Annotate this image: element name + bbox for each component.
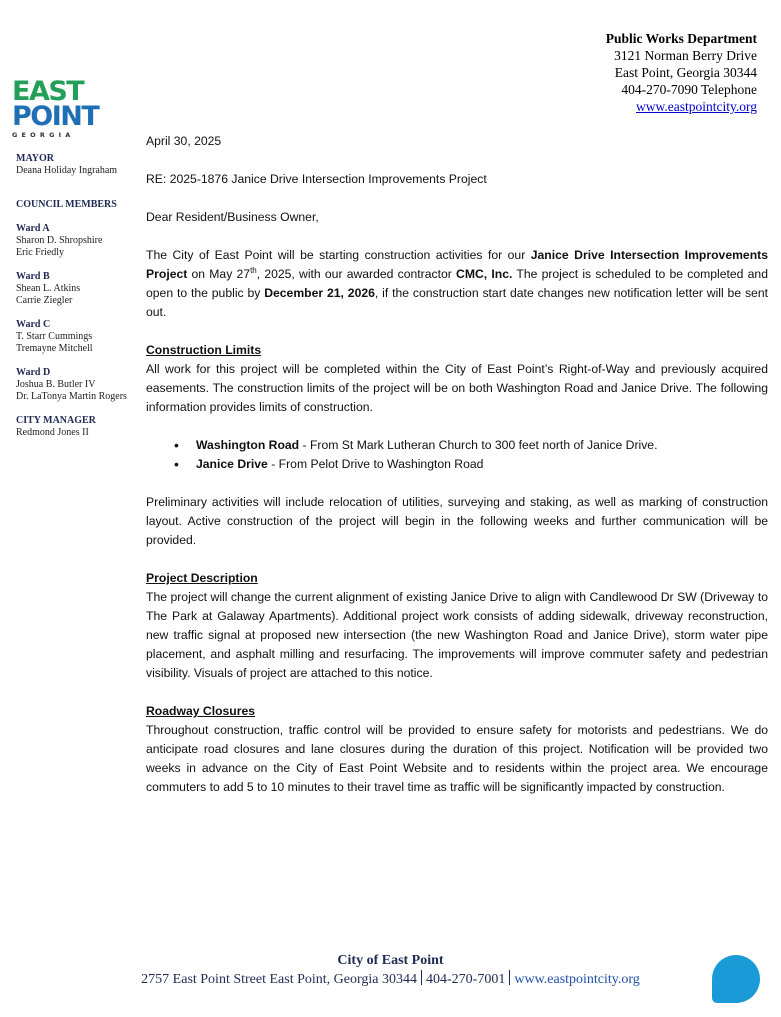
construction-limits-paragraph: All work for this project will be completed within the City of East Point’s Right-of-Way and previously acquired easements. The construction limits of the project will be on both Washington Road and Janice Drive. The following information provides limits of construction. — [146, 362, 768, 414]
department-address-line1: 3121 Norman Berry Drive — [614, 48, 757, 63]
mayor-name: Deana Holiday Ingraham — [16, 165, 118, 176]
ward-a-member: Sharon D. Shropshire — [16, 235, 103, 246]
preliminary-activities-paragraph: Preliminary activities will include relocation of utilities, surveying and staking, as well as marking of construction layout. Active construction of the project will begin in the following weeks and further communication will be provided. — [146, 495, 768, 547]
letter-salutation: Dear Resident/Business Owner, — [146, 210, 319, 224]
list-item: • Washington Road - From St Mark Lutheran Church to 300 feet north of Janice Drive. — [196, 436, 768, 455]
list-item: • Janice Drive - From Pelot Drive to Washington Road — [196, 455, 768, 474]
council-heading: COUNCIL MEMBERS — [16, 199, 117, 210]
department-address-line2: East Point, Georgia 30344 — [614, 65, 757, 80]
footer-city-name: City of East Point — [337, 953, 444, 968]
footer-divider — [421, 970, 422, 985]
page-footer — [0, 952, 781, 989]
ward-d-member: Joshua B. Butler IV — [16, 379, 96, 390]
ward-a-member: Eric Friedly — [16, 247, 65, 258]
ward-d-member: Dr. LaTonya Martin Rogers — [16, 391, 127, 402]
limits-list — [146, 436, 768, 474]
footer-website-link[interactable]: www.eastpointcity.org — [514, 972, 640, 987]
letter-date: April 30, 2025 — [146, 134, 222, 148]
ward-c-member: T. Starr Cummings — [16, 331, 93, 342]
city-manager-name: Redmond Jones II — [16, 427, 89, 438]
ward-b-member: Carrie Ziegler — [16, 295, 73, 306]
construction-limits-heading: Construction Limits — [146, 343, 262, 357]
footer-divider — [509, 970, 510, 985]
ward-d-heading: Ward D — [16, 367, 51, 378]
letter-subject: RE: 2025-1876 Janice Drive Intersection Improvements Project — [146, 172, 487, 186]
ward-c-heading: Ward C — [16, 319, 51, 330]
mayor-heading: MAYOR — [16, 153, 54, 164]
project-name: Janice Drive Intersection Improvements Project — [146, 248, 768, 281]
project-description-paragraph: The project will change the current alignment of existing Janice Drive to align with Candlewood Dr SW (Driveway to The Park at Galaway Apartments). Additional project work consists of adding sidewalk, driveway reconstruction, new traffic signal at proposed new intersection (the new Washington Road and Janice Drive), storm water pipe placement, and asphalt milling and resurfacing. The improvements will improve commuter safety and pedestrian visibility. Visuals of project are attached to this notice. — [146, 590, 768, 680]
letter-body — [146, 132, 768, 797]
department-website-link[interactable]: www.eastpointcity.org — [636, 99, 757, 114]
roadway-closures-heading: Roadway Closures — [146, 704, 256, 718]
footer-phone: 404-270-7001 — [426, 972, 506, 987]
completion-date: December 21, 2026 — [264, 286, 375, 300]
ward-c-member: Tremayne Mitchell — [16, 343, 93, 354]
city-manager-heading: CITY MANAGER — [16, 415, 96, 426]
contractor-name: CMC, Inc. — [456, 267, 513, 281]
department-phone: 404-270-7090 Telephone — [621, 82, 757, 97]
department-name: Public Works Department — [605, 31, 757, 46]
logo-east: EAST — [12, 76, 84, 107]
ward-b-member: Shean L. Atkins — [16, 283, 81, 294]
project-description-heading: Project Description — [146, 571, 258, 585]
east-point-logo — [12, 76, 104, 139]
logo-point: POINT — [12, 101, 99, 132]
ward-b-heading: Ward B — [16, 271, 50, 282]
roadway-closures-paragraph: Throughout construction, traffic control will be provided to ensure safety for motorists and pedestrians. We do anticipate road closures and lane closures during the duration of this project. Notification will be provided two weeks in advance on the City of East Point Website and to residents within the project area. We encourage commuters to add 5 to 10 minutes to their travel time as traffic will be significantly impacted by construction. — [146, 723, 768, 794]
officials-sidebar — [16, 153, 140, 451]
logo-georgia: GEORGIA — [12, 131, 75, 139]
ward-a-heading: Ward A — [16, 223, 50, 234]
footer-address: 2757 East Point Street East Point, Georgia 30344 — [141, 972, 418, 987]
decorative-blob-shape — [712, 955, 760, 1003]
intro-paragraph: The City of East Point will be starting construction activities for our Janice Drive Intersection Improvements Project on May 27th, 2025, with our awarded contractor CMC, Inc. The project is scheduled to be completed and open to the public by December 21, 2026, if the construction start date changes new notification letter will be sent out. — [146, 248, 768, 319]
department-header — [606, 30, 757, 115]
